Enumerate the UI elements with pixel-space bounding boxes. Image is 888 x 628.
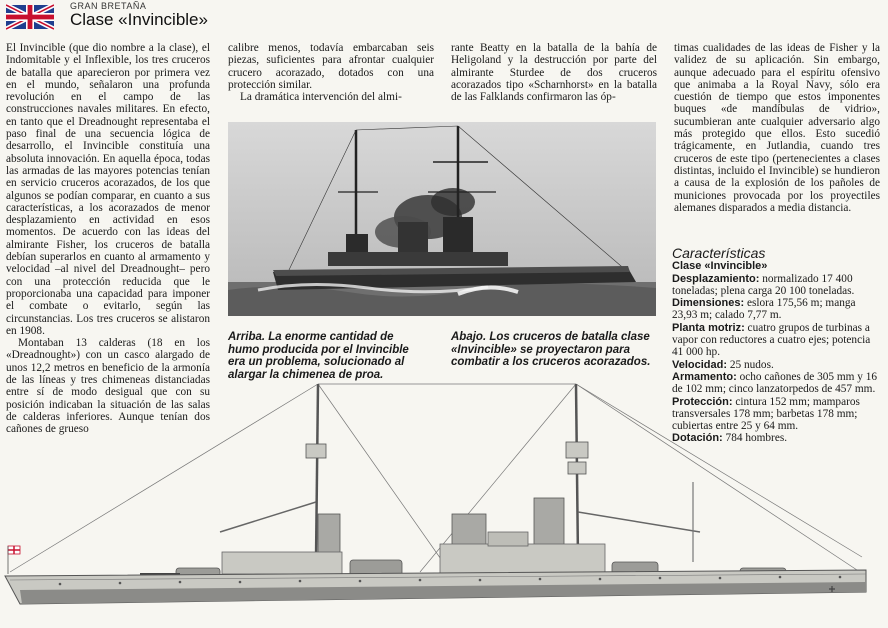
col2-paragraph-1: calibre menos, todavía embarcaban seis piezas, suficientes para afrontar cualquier crucero acorazado, dotados con una protección similar.	[228, 42, 434, 91]
spec-protection: Protección: cintura 152 mm; mamparos transversales 178 mm; barbetas 178 mm; cubiertas entre 25 y 64 mm.	[672, 395, 860, 433]
text-column-1	[6, 42, 210, 436]
text-column-2	[228, 42, 434, 103]
text-column-3	[451, 42, 657, 103]
col4-paragraph-1: timas cualidades de las ideas de Fisher y la validez de su aplicación. Sin embargo, aunque adecuado para el espíritu ofensivo que animaba a la Royal Navy, sólo era cuestión de tiempo que estos imponentes buques «de mandíbulas de vidrio», sucumbieran ante cualquier adversario algo más protegido que ellos. Esto sucedió trágicamente, en Jutlandia, cuando tres cruceros de este tipo (pertenecientes a clases distintas, incluido el Invincible) se hundieron a causa de la explosión de los pañoles de municiones provocada por los proyectiles alemanes disparados a media distancia.	[674, 42, 880, 214]
page-title: Clase «Invincible»	[70, 10, 208, 29]
spec-speed: Velocidad: 25 nudos.	[672, 358, 774, 371]
spec-displacement: Desplazamiento: normalizado 17 400 toneladas; plena carga 20 100 toneladas.	[672, 272, 855, 297]
col1-paragraph-1: El Invincible (que dio nombre a la clase), el Indomitable y el Inflexible, los tres cruceros de batalla que aparecieron por primera vez en el mundo, señalaron una profunda revolución en el campo de las construcciones navales militares. En efecto, en tanto que el Dreadnought representaba el paso final de una secuencia lógica de desarrollo, el Invincible constituía una absoluta innovación. En aquella época, todas las armadas de las mayores potencias tenían en servicio cruceros acorazados, de los que algunos se podían comparar, en cuanto a sus características, a los acorazados de menor desplazamiento en actividad en esos momentos. De acuerdo con las ideas del almirante Fisher, los cruceros de batalla debían superarlos en cuanto al armamento y velocidad –al nivel del Dreadnought– pero con una protección reducida que le proporcionaba una capacidad para imponer el combate o evitarlo, según las circunstancias. Los tres cruceros se alistaron en 1908.	[6, 42, 210, 337]
col1-paragraph-2: Montaban 13 calderas (18 en los «Dreadnought») con un casco alargado de unos 12,2 metros en beneficio de la armonía de las líneas y tres chimeneas distanciadas entre sí de modo desigual que con su posición indicaban la situación de las salas de calderas inferiores. Aunque tenían dos cañones de grueso	[6, 337, 210, 436]
spec-armament: Armamento: ocho cañones de 305 mm y 16 de 102 mm; cinco lanzatorpedos de 457 mm.	[672, 370, 878, 396]
caption-drawing-below: Abajo. Los cruceros de batalla clase «Invincible» se proyectaron para combatir a los cruceros acorazados.	[451, 331, 651, 368]
caption-photo-above: Arriba. La enorme cantidad de humo producida por el Invincible era un problema, solucionado al alargar la chimenea de proa.	[228, 331, 409, 381]
ship-photo	[228, 122, 656, 316]
specs-heading: Características	[672, 245, 766, 261]
spec-dimensions: Dimensiones: eslora 175,56 m; manga 23,93 m; calado 7,77 m.	[672, 297, 856, 322]
text-column-4	[674, 42, 880, 214]
spec-propulsion: Planta motriz: cuatro grupos de turbinas a vapor con reductores a cuatro ejes; potencia 41 000 hp.	[672, 321, 871, 359]
union-jack-flag-icon	[6, 4, 54, 30]
country-label: GRAN BRETAÑA	[70, 1, 147, 11]
specs-class-line: Clase «Invincible»	[672, 260, 768, 273]
ship-profile-drawing	[0, 382, 888, 628]
col2-paragraph-2: La dramática intervención del almi-	[240, 91, 402, 104]
col3-paragraph-1: rante Beatty en la batalla de la bahía de Heligoland y la destrucción por parte del almirante Sturdee de dos cruceros acorazados tipo «Scharnhorst» en la batalla de las Falklands confirmaron las óp-	[451, 42, 657, 104]
spec-crew: Dotación: 784 hombres.	[672, 432, 788, 445]
